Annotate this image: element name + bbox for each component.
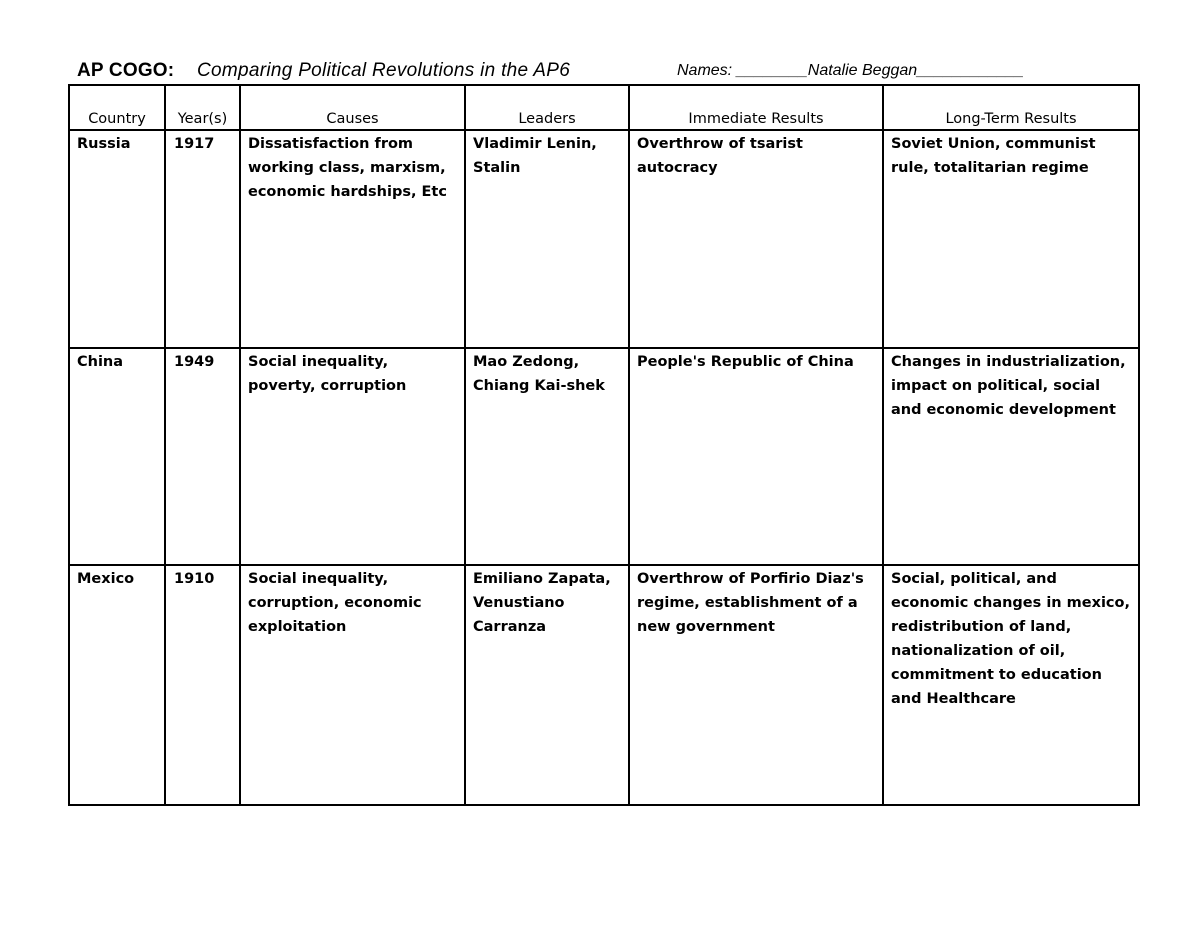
year-cell: 1910: [165, 565, 240, 805]
long-term-results-cell: Soviet Union, communist rule, totalitarian regime: [883, 130, 1139, 348]
leaders-cell: Vladimir Lenin, Stalin: [465, 130, 629, 348]
document-header: [77, 58, 1137, 86]
column-header-leaders: Leaders: [465, 85, 629, 130]
names-line: Names: ________Natalie Beggan____________: [677, 62, 1024, 79]
immediate-results-cell: Overthrow of tsarist autocracy: [629, 130, 883, 348]
year-cell: 1949: [165, 348, 240, 565]
table-row: [69, 565, 1139, 805]
leaders-cell: Mao Zedong, Chiang Kai-shek: [465, 348, 629, 565]
worksheet-subtitle: Comparing Political Revolutions in the AP6: [197, 60, 571, 81]
causes-cell: Dissatisfaction from working class, marxism, economic hardships, Etc: [240, 130, 465, 348]
column-header-immediate-results: Immediate Results: [629, 85, 883, 130]
column-header-causes: Causes: [240, 85, 465, 130]
table-row: [69, 348, 1139, 565]
causes-cell: Social inequality, poverty, corruption: [240, 348, 465, 565]
column-header-country: Country: [69, 85, 165, 130]
country-cell: China: [69, 348, 165, 565]
immediate-results-cell: People's Republic of China: [629, 348, 883, 565]
country-cell: Mexico: [69, 565, 165, 805]
causes-cell: Social inequality, corruption, economic exploitation: [240, 565, 465, 805]
long-term-results-cell: Social, political, and economic changes in mexico, redistribution of land, nationalization of oil, commitment to education and Healthcare: [883, 565, 1139, 805]
table-header-row: [69, 85, 1139, 130]
immediate-results-cell: Overthrow of Porfirio Diaz's regime, establishment of a new government: [629, 565, 883, 805]
country-cell: Russia: [69, 130, 165, 348]
leaders-cell: Emiliano Zapata, Venustiano Carranza: [465, 565, 629, 805]
column-header-long-term-results: Long-Term Results: [883, 85, 1139, 130]
year-cell: 1917: [165, 130, 240, 348]
table-row: [69, 130, 1139, 348]
long-term-results-cell: Changes in industrialization, impact on political, social and economic development: [883, 348, 1139, 565]
column-header-years: Year(s): [165, 85, 240, 130]
course-title: AP COGO:: [77, 60, 175, 81]
revolutions-table: [68, 84, 1140, 806]
